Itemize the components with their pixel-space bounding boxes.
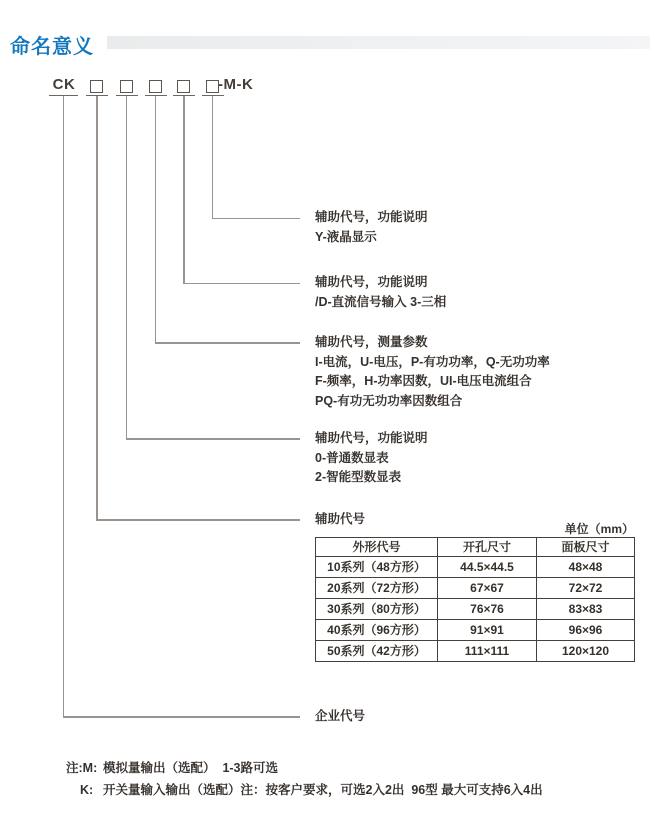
- connector-line-company: [63, 716, 300, 718]
- table-cell: 83×83: [537, 599, 635, 620]
- annotation-text: PQ-有功无功功率因数组合: [315, 393, 463, 408]
- leader-line-lcd: [212, 96, 214, 219]
- table-cell: 50系列（42方形）: [316, 641, 438, 662]
- table-header-cell: 外形代号: [316, 538, 438, 557]
- footnote-text: 开关量输入输出（选配）注：按客户要求，可选2入2出 96型 最大可支持6入4出: [103, 783, 543, 797]
- leader-line-aux: [96, 96, 98, 521]
- table-cell: 67×67: [438, 578, 537, 599]
- annotation-function-lcd: [315, 208, 640, 247]
- annotation-company-code: [315, 707, 640, 727]
- code-box-5: [206, 80, 219, 93]
- footnote-m: [66, 758, 278, 776]
- code-box-1: [90, 80, 103, 93]
- table-header-cell: 面板尺寸: [537, 538, 635, 557]
- annotation-text: F-频率，H-功率因数，UI-电压电流组合: [315, 374, 532, 388]
- code-box-2: [120, 80, 133, 93]
- table-cell: 111×111: [438, 641, 537, 662]
- footnote-prefix: 注:M:: [66, 761, 98, 775]
- connector-line-lcd: [212, 218, 300, 220]
- unit-label: 单位（mm）: [564, 522, 634, 536]
- annotation-text: 辅助代号: [315, 512, 366, 526]
- footnote-k: [80, 780, 543, 798]
- table-cell: 30系列（80方形）: [316, 599, 438, 620]
- table-row: [316, 599, 635, 620]
- code-prefix: CK: [52, 76, 76, 93]
- header-rule: [107, 36, 650, 49]
- code-box-4: [177, 80, 190, 93]
- table-cell: 91×91: [438, 620, 537, 641]
- table-cell: 44.5×44.5: [438, 557, 537, 578]
- code-box-3: [149, 80, 162, 93]
- annotation-text: 辅助代号，功能说明: [315, 275, 428, 289]
- connector-line-measure: [155, 342, 300, 344]
- annotation-dc-input: [315, 273, 640, 312]
- table-cell: 20系列（72方形）: [316, 578, 438, 599]
- page-title: 命名意义: [10, 36, 94, 58]
- code-suffix: -M-K: [218, 76, 254, 93]
- table-row: [316, 578, 635, 599]
- leader-line-company: [63, 96, 65, 718]
- footnote-text: 模拟量输出（选配） 1-3路可选: [103, 761, 279, 775]
- table-row: [316, 620, 635, 641]
- table-header-cell: 开孔尺寸: [438, 538, 537, 557]
- annotation-text: 0-普通数显表: [315, 450, 389, 465]
- annotation-text: I-电流，U-电压，P-有功功率，Q-无功功率: [315, 354, 550, 369]
- table-cell: 48×48: [537, 557, 635, 578]
- connector-line-metertype: [126, 438, 300, 440]
- table-row: [316, 557, 635, 578]
- leader-line-metertype: [126, 96, 128, 440]
- annotation-text: 2-智能型数显表: [315, 470, 402, 484]
- table-row: [316, 641, 635, 662]
- connector-line-dcinput: [183, 283, 300, 285]
- table-cell: 72×72: [537, 578, 635, 599]
- annotation-text: 辅助代号，功能说明: [315, 210, 428, 224]
- leader-line-measure: [155, 96, 157, 344]
- table-cell: 120×120: [537, 641, 635, 662]
- footnote-prefix: K:: [80, 783, 94, 797]
- annotation-text: Y-液晶显示: [315, 229, 377, 244]
- annotation-text: /D-直流信号输入 3-三相: [315, 294, 447, 309]
- annotation-text: 辅助代号，功能说明: [315, 431, 428, 445]
- table-header-row: [316, 538, 635, 557]
- annotation-meter-type: [315, 429, 640, 488]
- annotation-text: 企业代号: [315, 709, 366, 723]
- table-cell: 10系列（48方形）: [316, 557, 438, 578]
- leader-line-dcinput: [183, 96, 185, 284]
- table-cell: 96×96: [537, 620, 635, 641]
- size-spec-table: [315, 537, 635, 662]
- table-cell: 76×76: [438, 599, 537, 620]
- table-cell: 40系列（96方形）: [316, 620, 438, 641]
- annotation-measure-params: [315, 333, 640, 411]
- connector-line-aux: [96, 519, 300, 521]
- annotation-text: 辅助代号，测量参数: [315, 335, 428, 349]
